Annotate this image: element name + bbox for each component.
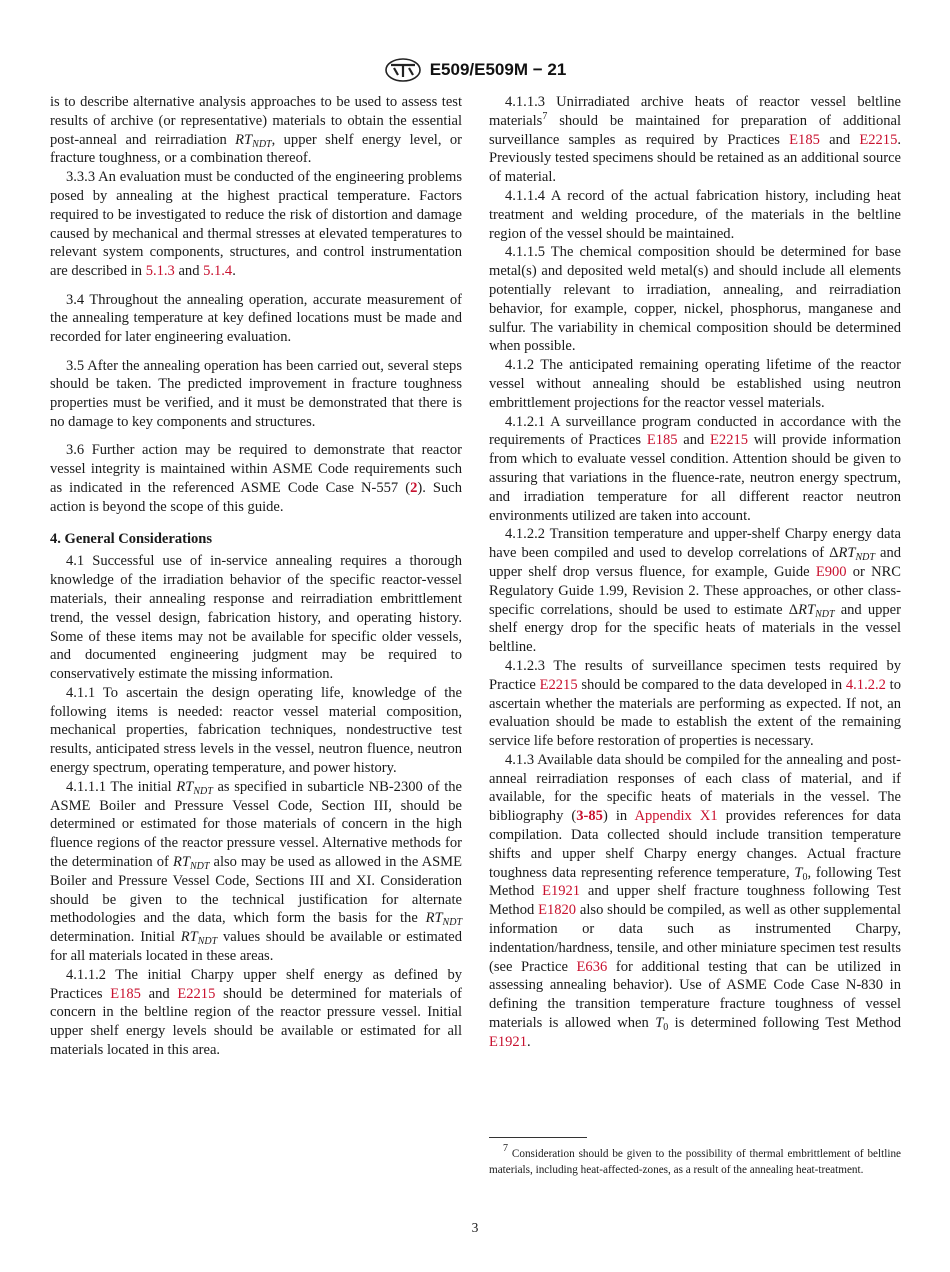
- paragraph-4-1-1-5: 4.1.1.5 The chemical composition should be determined for base metal(s) and deposited weld metal(s) and should include all elements potentially relevant to irradiation, annealing, and reirradiation behavior, for example, copper, nickel, phosphorus, manganese and sulfur. The variability in chemical composition should be determined when possible.: [489, 244, 901, 355]
- page-number: 3: [471, 1220, 479, 1235]
- section-heading: 4. General Considerations: [50, 530, 213, 547]
- ref-link-3-85[interactable]: 3-85: [576, 808, 603, 825]
- link-5-1-4[interactable]: 5.1.4: [203, 263, 233, 280]
- link-e636[interactable]: E636: [576, 958, 608, 975]
- paragraph-4-1-1-4: 4.1.1.4 A record of the actual fabrication history, including heat treatment and welding procedure, of the materials in the beltline region of the vessel should be maintained.: [489, 187, 901, 242]
- paragraph-3-4: 3.4 Throughout the annealing operation, accurate measurement of the annealing temperature at key defined locations must be made and recorded for later engineering evaluation.: [50, 291, 462, 346]
- link-e185[interactable]: E185: [646, 432, 678, 449]
- paragraph-4-1-1-1: 4.1.1.1 The initial $RT_{NDT}$ as specified in subarticle NB-2300 of the ASME Boiler and Pressure Vessel Code, Section III, should be determined or estimated for those materials of concern in the high fluence regions of the reactor pressure vessel. Alternative methods for the determination of $RT_{NDT}$ also may be used as allowed in the ASME Boiler and Pressure Vessel Code, Sections III and XI. Consideration should be given to the technical justification for alternate methodologies and the data, which form the basis for the $RT_{NDT}$ determination. Initial $RT_{NDT}$ values should be available or estimated for all materials located in these areas.: [50, 778, 462, 965]
- link-appendix-x1[interactable]: Appendix X1: [634, 808, 718, 825]
- paragraph-4-1-2-2: 4.1.2.2 Transition temperature and upper-shelf Charpy energy data have been compiled and used to develop correlations of $\Delta RT_{NDT}$ and upper shelf drop versus fluence, for example, Guide E900 or NRC Regulatory Guide 1.99, Revision 2. These approaches, or other class-specific correlations, should be used to estimate $\Delta RT_{NDT}$ and upper shelf energy drop for the specific heats of materials in the vessel beltline.: [489, 526, 902, 656]
- right-column: [489, 93, 901, 1052]
- paragraph-3-6: 3.6 Further action may be required to demonstrate that reactor vessel integrity is maintained within ASME Code requirements such as indicated in the referenced ASME Code Case N-557 (2). Such action is beyond the scope of this guide.: [50, 442, 462, 515]
- paragraph-4-1-3: 4.1.3 Available data should be compiled for the annealing and post-anneal reirradiation responses of each class of material, and if available, for the specific heats of materials in the vessel. The bibliography (3-85) in Appendix X1 provides references for data compilation. Data collected should include transition temperature shifts and upper shelf Charpy energy changes. Actual fracture toughness data representing reference temperature, $T_0$, following Test Method E1921 and upper shelf fracture toughness following Test Method E1820 also should be compiled, as well as other supplemental information or data such as instrumented Charpy, indentation/hardness, tensile, and other miniature specimen test results (see Practice E636 for additional testing that can be utilized in assessing annealing behavior). Use of ASME Code Case N-830 in defining the transition temperature fracture toughness of vessel materials is allowed when $T_0$ is determined following Test Method E1921.: [489, 751, 902, 1050]
- page-header: [0, 58, 950, 82]
- paragraph-4-1-1-3: 4.1.1.3 Unirradiated archive heats of reactor vessel beltline materials$^7$ should be maintained for preparation of additional surveillance samples as required by Practices E185 and E2215. Previously tested specimens should be retained as an additional source of material.: [489, 94, 901, 186]
- paragraph: is to describe alternative analysis approaches to be used to assess test results of archive (or representative) materials to obtain the essential post-anneal and reirradiation $RT_{NDT}$, upper shelf energy level, or fracture toughness, or a combination thereof.: [50, 94, 463, 167]
- paragraph-3-5: 3.5 After the annealing operation has been carried out, several steps should be taken. The predicted improvement in fracture toughness properties must be verified, and it must be demonstrated that there is no damage to key components and structures.: [50, 357, 462, 430]
- link-e1820[interactable]: E1820: [538, 902, 577, 919]
- paragraph-4-1: 4.1 Successful use of in-service annealing requires a thorough knowledge of the irradiation behavior of the specific reactor-vessel materials, their annealing response and reirradiation embrittlement trend, the vessel design, fabrication history, and operating history. Some of these items may not be available for specific older vessels, and documented engineering judgment may be required to conservatively estimate the missing information.: [50, 553, 462, 683]
- left-column: [50, 93, 462, 1060]
- astm-logo-icon: [384, 58, 422, 82]
- paragraph-4-1-1: 4.1.1 To ascertain the design operating life, knowledge of the following items is needed: reactor vessel material composition, mechanical properties, fabrication techniques, nondestructive test results, anticipated stress levels in the vessel, neutron fluence, neutron energy spectrum, operating temperature, and power history.: [50, 684, 462, 777]
- footnote-ref: 7: [542, 110, 548, 122]
- link-e185[interactable]: E185: [789, 131, 820, 148]
- link-e1921[interactable]: E1921: [489, 1033, 527, 1050]
- link-e2215[interactable]: E2215: [859, 131, 898, 148]
- paragraph-4-1-2: 4.1.2 The anticipated remaining operating lifetime of the reactor vessel without annealing should be established using neutron embrittlement projections for the reactor vessel materials.: [489, 357, 901, 411]
- link-e900[interactable]: E900: [815, 563, 847, 580]
- footnote-divider: [489, 1137, 587, 1138]
- ref-link-2[interactable]: 2: [410, 479, 418, 496]
- document-id: E509/E509M − 21: [429, 60, 567, 79]
- link-e2215[interactable]: E2215: [539, 676, 578, 693]
- paragraph-4-1-1-2: 4.1.1.2 The initial Charpy upper shelf energy as defined by Practices E185 and E2215 should be determined for materials of concern in the beltline region of the reactor pressure vessel. Initial upper shelf energy levels should be available or estimated for all materials located in this area.: [50, 966, 462, 1059]
- paragraph-3-3-3: 3.3.3 An evaluation must be conducted of the engineering problems posed by annealing at the highest practical temperature. Factors required to be investigated to reduce the risk of distortion and damage caused by mechanical and thermal stresses at elevated temperatures to relevant system components, structures, and control instrumentation are described in 5.1.3 and 5.1.4.: [50, 169, 462, 280]
- link-5-1-3[interactable]: 5.1.3: [145, 263, 175, 280]
- link-4-1-2-2[interactable]: 4.1.2.2: [845, 676, 886, 693]
- link-e2215[interactable]: E2215: [177, 985, 216, 1002]
- link-e1921[interactable]: E1921: [542, 883, 581, 900]
- paragraph-4-1-2-3: 4.1.2.3 The results of surveillance specimen tests required by Practice E2215 should be compared to the data developed in 4.1.2.2 to ascertain whether the materials are performing as expected. If not, an evaluation should be made to establish the extent of the remaining service life before restoration of properties is necessary.: [489, 657, 901, 750]
- link-e2215[interactable]: E2215: [710, 432, 749, 449]
- paragraph-4-1-2-1: 4.1.2.1 A surveillance program conducted in accordance with the requirements of Practices E185 and E2215 will provide information from which to evaluate vessel condition. Attention should be given to assuring that variations in the fluence-rate, neutron energy spectrum, and irradiation temperature for all different reactor neutron environments utilized are taken into account.: [489, 413, 901, 524]
- link-e185[interactable]: E185: [110, 985, 141, 1002]
- footnote: $^7$ Consideration should be given to the possibility of thermal embrittlement of beltline materials, including heat-affected-zones, as a result of the annealing heat-treatment.: [489, 1143, 901, 1176]
